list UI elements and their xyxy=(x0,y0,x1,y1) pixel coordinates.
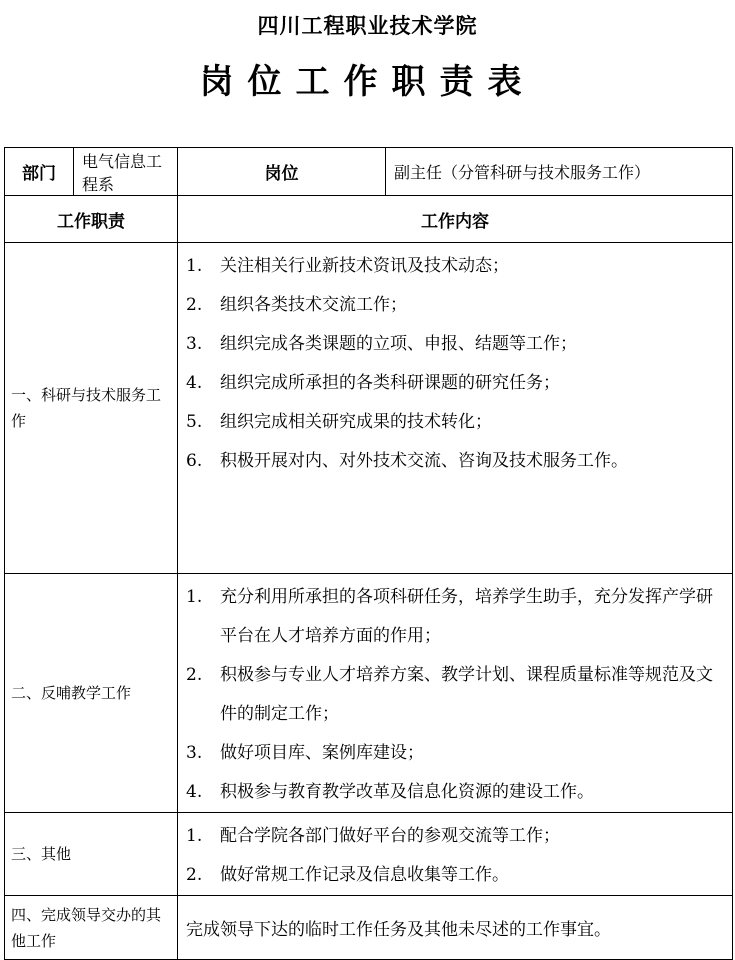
list-item xyxy=(178,364,732,403)
item-text: 关注相关行业新技术资讯及技术动态； xyxy=(220,256,509,276)
list-item xyxy=(178,247,732,286)
list-item xyxy=(178,656,732,734)
item-number: 2. xyxy=(186,295,203,315)
item-number: 4. xyxy=(186,782,203,802)
dept-value: 电气信息工程系 xyxy=(74,148,178,196)
item-text: 积极参与教育教学改革及信息化资源的建设工作。 xyxy=(220,782,594,802)
duty-content xyxy=(178,243,733,574)
list-item xyxy=(178,773,732,812)
item-text: 充分利用所承担的各项科研任务，培养学生助手，充分发挥产学研平台在人才培养方面的作用； xyxy=(220,587,713,646)
item-number: 1. xyxy=(186,826,203,846)
post-value: 副主任（分管科研与技术服务工作） xyxy=(386,148,733,196)
table-row xyxy=(5,574,733,813)
item-number: 2. xyxy=(186,665,203,685)
table-row xyxy=(5,896,733,960)
item-text: 配合学院各部门做好平台的参观交流等工作； xyxy=(220,826,560,846)
duty-category: 一、科研与技术服务工作 xyxy=(5,243,178,574)
list-item xyxy=(178,856,732,895)
item-list xyxy=(178,247,732,481)
list-item xyxy=(178,325,732,364)
item-number: 5. xyxy=(186,412,203,432)
item-number: 3. xyxy=(186,334,203,354)
item-number: 4. xyxy=(186,373,203,393)
column-header-row xyxy=(5,196,733,243)
item-text: 组织完成所承担的各类科研课题的研究任务； xyxy=(220,373,560,393)
item-text: 积极开展对内、对外技术交流、咨询及技术服务工作。 xyxy=(220,451,628,471)
duty-content xyxy=(178,813,733,896)
column-header-duty: 工作职责 xyxy=(5,196,178,243)
item-number: 6. xyxy=(186,451,203,471)
table-row xyxy=(5,243,733,574)
item-number: 2. xyxy=(186,865,203,885)
list-item xyxy=(178,578,732,656)
duty-content-text: 完成领导下达的临时工作任务及其他未尽述的工作事宜。 xyxy=(178,896,733,960)
column-header-content: 工作内容 xyxy=(178,196,733,243)
item-list xyxy=(178,578,732,812)
item-text: 做好项目库、案例库建设； xyxy=(220,743,424,763)
duty-table xyxy=(4,147,733,960)
item-text: 积极参与专业人才培养方案、教学计划、课程质量标准等规范及文件的制定工作； xyxy=(220,665,713,724)
table-row xyxy=(5,813,733,896)
info-row xyxy=(5,148,733,196)
duty-category: 二、反哺教学工作 xyxy=(5,574,178,813)
list-item xyxy=(178,817,732,856)
duty-category: 三、其他 xyxy=(5,813,178,896)
item-text: 组织完成相关研究成果的技术转化； xyxy=(220,412,492,432)
post-label: 岗位 xyxy=(178,148,386,196)
duty-category: 四、完成领导交办的其他工作 xyxy=(5,896,178,960)
item-text: 组织各类技术交流工作； xyxy=(220,295,407,315)
item-number: 1. xyxy=(186,256,203,276)
page-title: 岗位工作职责表 xyxy=(199,62,536,102)
duty-content xyxy=(178,574,733,813)
list-item xyxy=(178,442,732,481)
dept-label: 部门 xyxy=(5,148,74,196)
item-text: 组织完成各类课题的立项、申报、结题等工作； xyxy=(220,334,577,354)
item-number: 3. xyxy=(186,743,203,763)
school-name: 四川工程职业技术学院 xyxy=(257,14,478,38)
item-list xyxy=(178,817,732,895)
list-item xyxy=(178,286,732,325)
list-item xyxy=(178,734,732,773)
item-number: 1. xyxy=(186,587,203,607)
item-text: 做好常规工作记录及信息收集等工作。 xyxy=(220,865,509,885)
list-item xyxy=(178,403,732,442)
